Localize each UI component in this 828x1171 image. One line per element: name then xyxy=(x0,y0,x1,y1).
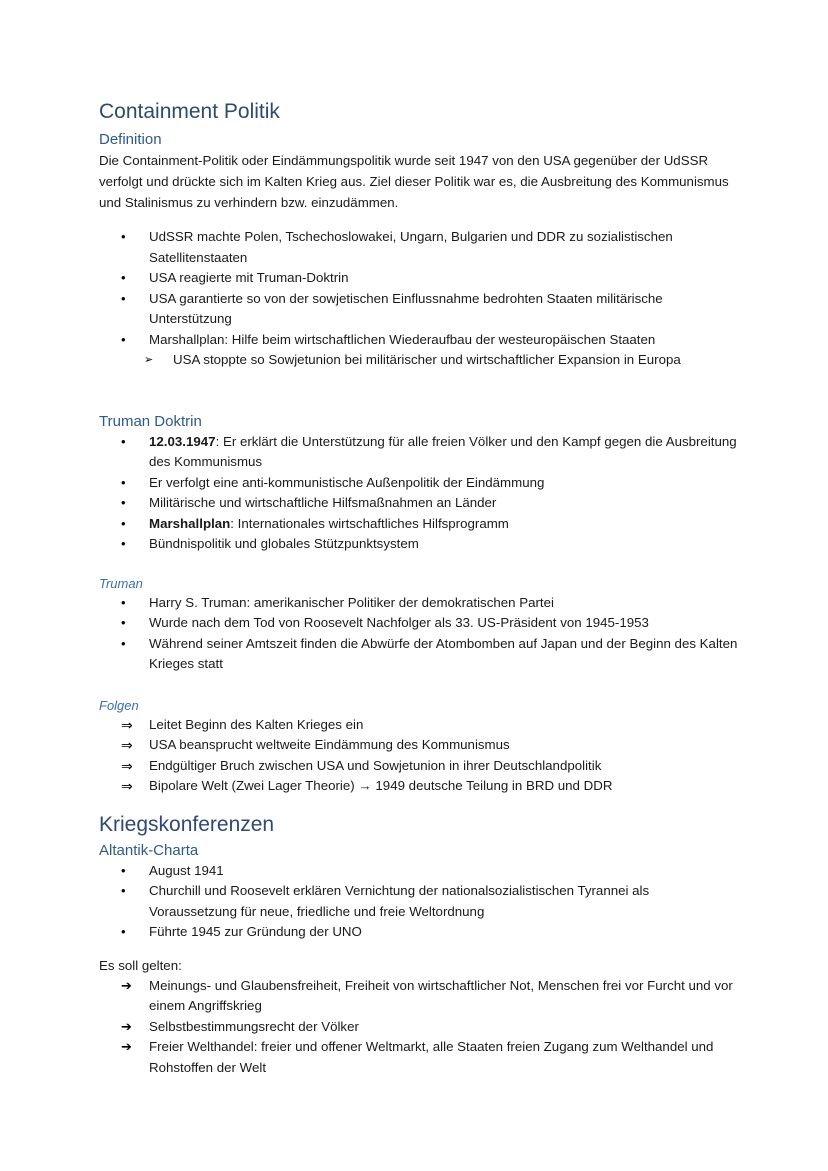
list-item: • Er verfolgt eine anti-kommunistische Außenpolitik der Eindämmung xyxy=(99,473,739,494)
list-item: • 12.03.1947: Er erklärt die Unterstützung für alle freien Völker und den Kampf gegen die Ausbreitung des Kommunismus xyxy=(121,433,737,469)
list-item: • Churchill und Roosevelt erklären Vernichtung der nationalsozialistischen Tyrannei als Voraussetzung für neue, friedliche und freie Weltordnung xyxy=(121,883,650,919)
document-body xyxy=(99,98,739,1078)
atlantik-charta-list xyxy=(99,861,739,943)
containment-bullet-list xyxy=(99,227,739,350)
bullet-marker: • xyxy=(121,536,126,551)
es-soll-gelten-label: Es soll gelten: xyxy=(99,957,182,973)
heading-containment-politik: Containment Politik xyxy=(99,100,280,123)
bullet-marker: • xyxy=(121,331,126,347)
heading-kriegskonferenzen: Kriegskonferenzen xyxy=(99,812,275,836)
list-item: ➔ Freier Welthandel: freier und offener Weltmarkt, alle Staaten freien Zugang zum Welthandel und Rohstoffen der Welt xyxy=(121,1039,714,1075)
bold-arrow-icon: ➔ xyxy=(121,1039,132,1054)
list-item: • Führte 1945 zur Gründung der UNO xyxy=(99,922,739,943)
heading-truman: Truman xyxy=(99,575,143,591)
list-item: ➔ Meinungs- und Glaubensfreiheit, Freiheit von wirtschaftlicher Not, Menschen frei vor Furcht und vor einem Angriffskrieg xyxy=(121,977,733,1013)
bullet-marker: • xyxy=(121,594,126,610)
bullet-marker: • xyxy=(121,615,126,630)
list-item: ➔ Selbstbestimmungsrecht der Völker xyxy=(99,1017,739,1038)
truman-doktrin-list xyxy=(99,432,739,555)
heading-definition: Definition xyxy=(99,131,162,148)
list-item: • Marshallplan: Internationales wirtschaftliches Hilfsprogramm xyxy=(99,514,739,535)
list-item: ⇒ USA beansprucht weltweite Eindämmung des Kommunismus xyxy=(99,735,739,756)
list-item: ➢ USA stoppte so Sowjetunion bei militärischer und wirtschaftlicher Expansion in Europa xyxy=(99,350,739,371)
bullet-marker: • xyxy=(121,433,126,449)
bold-arrow-icon: ➔ xyxy=(121,1018,132,1034)
es-soll-gelten-list xyxy=(99,976,739,1079)
list-item: • Bündnispolitik und globales Stützpunktsystem xyxy=(99,534,739,555)
bullet-marker: • xyxy=(121,229,126,244)
list-item: • Während seiner Amtszeit finden die Abwürfe der Atombomben auf Japan und der Beginn des Kalten Krieges statt xyxy=(121,635,738,671)
list-item: • Marshallplan: Hilfe beim wirtschaftlichen Wiederaufbau der westeuropäischen Staaten xyxy=(99,330,739,351)
list-item: • Harry S. Truman: amerikanischer Politiker der demokratischen Partei xyxy=(99,593,739,614)
bullet-marker: • xyxy=(121,495,126,510)
arrowhead-bullet-icon: ➢ xyxy=(144,354,154,366)
folgen-list xyxy=(99,715,739,797)
heading-folgen: Folgen xyxy=(99,697,139,713)
list-item: ⇒ Bipolare Welt (Zwei Lager Theorie) → 1949 deutsche Teilung in BRD und DDR xyxy=(99,776,739,797)
list-item: • USA reagierte mit Truman-Doktrin xyxy=(99,268,739,289)
bullet-marker: • xyxy=(121,883,126,898)
bullet-marker: • xyxy=(121,515,126,531)
list-item: ⇒ Endgültiger Bruch zwischen USA und Sowjetunion in ihrer Deutschlandpolitik xyxy=(99,756,739,777)
bullet-marker: • xyxy=(121,290,126,306)
heading-atlantik-charta: Altantik-Charta xyxy=(99,841,199,859)
bullet-marker: • xyxy=(121,270,126,285)
list-item: • USA garantierte so von der sowjetischen Einflussnahme bedrohten Staaten militärische Unterstützung xyxy=(121,290,663,326)
list-item: • UdSSR machte Polen, Tschechoslowakei, Ungarn, Bulgarien und DDR zu sozialistischen Satellitenstaaten xyxy=(121,229,673,265)
double-arrow-icon: ⇒ xyxy=(121,778,133,794)
list-item: • Militärische und wirtschaftliche Hilfsmaßnahmen an Länder xyxy=(99,493,739,514)
list-item: • August 1941 xyxy=(99,861,739,882)
bullet-marker: • xyxy=(121,635,126,651)
bullet-marker: • xyxy=(121,474,126,490)
truman-list xyxy=(99,593,739,675)
double-arrow-icon: ⇒ xyxy=(121,716,133,733)
heading-truman-doktrin: Truman Doktrin xyxy=(99,412,202,430)
bullet-marker: • xyxy=(121,924,126,939)
list-item: ⇒ Leitet Beginn des Kalten Krieges ein xyxy=(99,715,739,736)
right-arrow-icon: → xyxy=(358,778,372,793)
definition-paragraph: Die Containment-Politik oder Eindämmungspolitik wurde seit 1947 von den USA gegenüber der UdSSR verfolgt und drückte sich im Kalten Krieg aus. Ziel dieser Politik war es, die Ausbreitung des Kommunismus und Stalinismus zu verhindern bzw. einzudämmen. xyxy=(99,153,729,210)
bullet-marker: • xyxy=(121,862,126,878)
double-arrow-icon: ⇒ xyxy=(121,757,133,774)
bold-arrow-icon: ➔ xyxy=(121,977,132,993)
double-arrow-icon: ⇒ xyxy=(121,737,133,753)
containment-sub-list xyxy=(99,350,739,371)
list-item: • Wurde nach dem Tod von Roosevelt Nachfolger als 33. US-Präsident von 1945-1953 xyxy=(99,613,739,634)
